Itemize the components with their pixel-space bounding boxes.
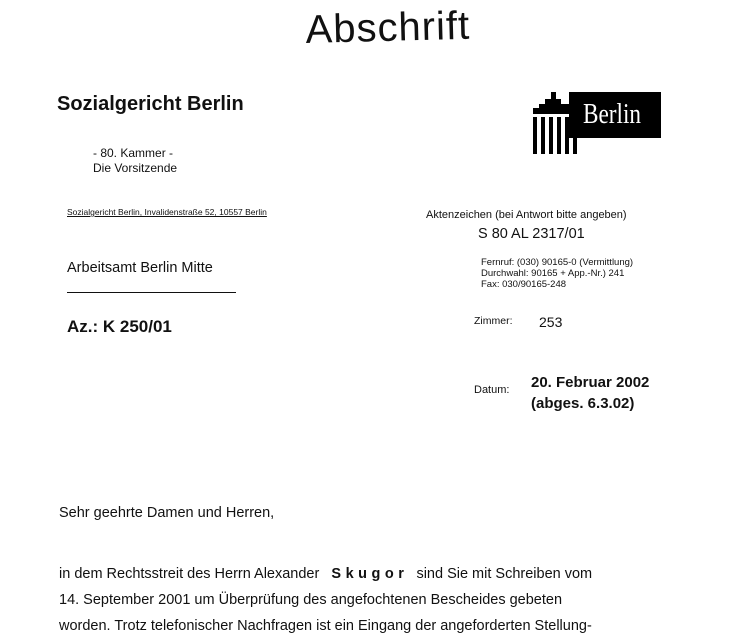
body-line-1-start: in dem Rechtsstreit des Herrn Alexander <box>59 566 320 582</box>
body-line-2: 14. September 2001 um Überprüfung des angefochtenen Bescheides gebeten <box>59 592 563 608</box>
plaintiff-name: Skugor <box>331 566 409 582</box>
chamber-role: Die Vorsitzende <box>93 161 178 175</box>
phone-extension: Durchwahl: 90165 + App.-Nr.) 241 <box>481 268 625 279</box>
sender-address: Sozialgericht Berlin, Invalidenstraße 52, 10557 Berlin <box>67 207 267 217</box>
reference-number: S 80 AL 2317/01 <box>478 226 585 242</box>
recipient-reference: Az.: K 250/01 <box>67 317 172 336</box>
salutation: Sehr geehrte Damen und Herren, <box>59 505 275 521</box>
body-line-3: worden. Trotz telefonischer Nachfragen ist ein Eingang der angeforderten Stellung- <box>59 618 592 634</box>
room-number: 253 <box>539 314 563 330</box>
room-label: Zimmer: <box>474 315 513 327</box>
logo-text: Berlin <box>583 98 641 130</box>
chamber-block <box>93 146 177 176</box>
chamber-number: - 80. Kammer - <box>93 146 174 160</box>
body-line-1-end: sind Sie mit Schreiben vom <box>416 566 593 582</box>
body-line-1 <box>59 561 592 587</box>
berlin-logo <box>531 90 661 156</box>
sent-date: (abges. 6.3.02) <box>531 395 635 412</box>
date-label: Datum: <box>474 384 510 396</box>
recipient-name: Arbeitsamt Berlin Mitte <box>67 260 213 276</box>
date-block <box>531 372 649 414</box>
court-name: Sozialgericht Berlin <box>57 93 244 115</box>
contact-block <box>481 257 633 290</box>
fax-number: Fax: 030/90165-248 <box>481 279 567 290</box>
letter-body <box>59 561 592 639</box>
phone-number: Fernruf: (030) 90165-0 (Vermittlung) <box>481 257 634 268</box>
recipient-underline <box>67 292 236 293</box>
letter-date: 20. Februar 2002 <box>531 374 650 391</box>
reference-label: Aktenzeichen (bei Antwort bitte angeben) <box>426 209 627 221</box>
document-title: Abschrift <box>305 3 471 52</box>
